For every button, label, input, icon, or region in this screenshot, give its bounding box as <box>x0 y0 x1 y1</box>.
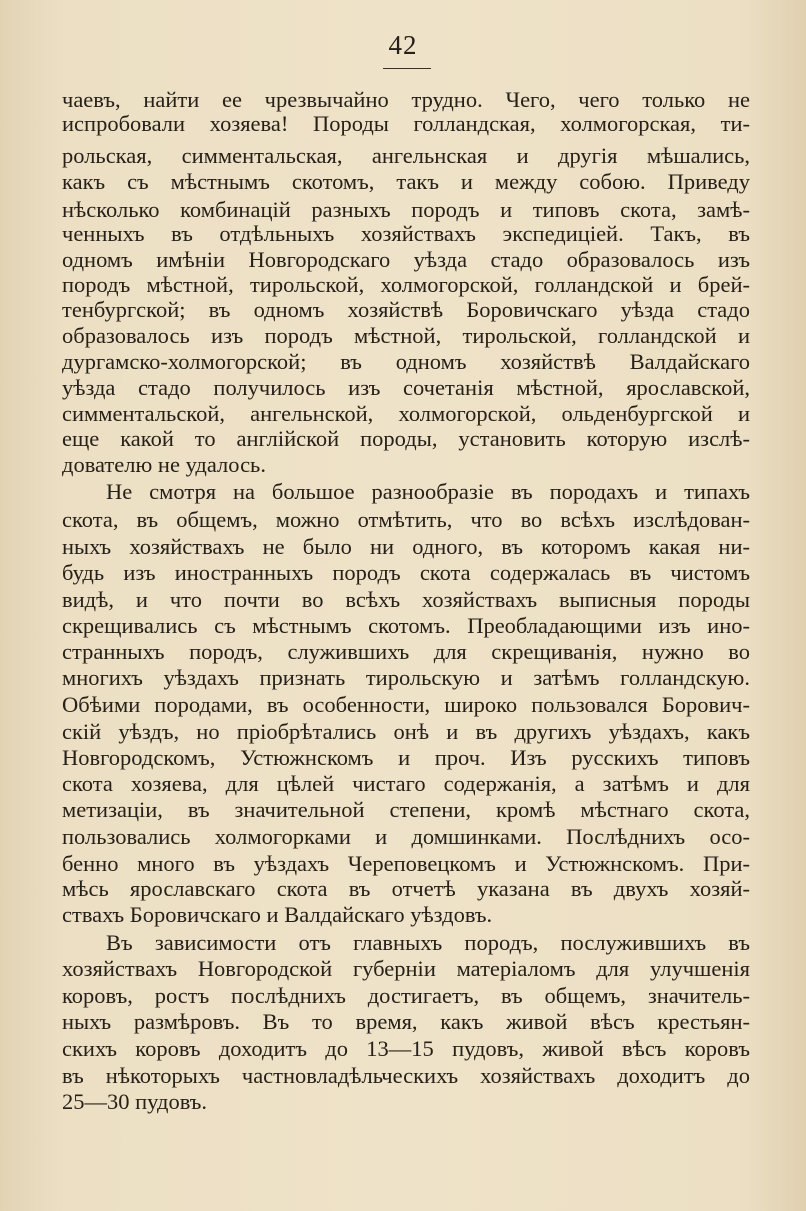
text-line: какъ съ мѣстнымъ скотомъ, такъ и между собою. Приведу <box>62 169 750 194</box>
text-line: метизаціи, въ значительной степени, кромѣ мѣстнаго скота, <box>62 797 750 822</box>
text-line: скрещивались съ мѣстнымъ скотомъ. Преобладающими изъ ино- <box>62 613 750 638</box>
text-line: хозяйствахъ Новгородской губерніи матеріаломъ для улучшенія <box>62 956 750 981</box>
text-line: ченныхъ въ отдѣльныхъ хозяйствахъ экспедиціей. Такъ, въ <box>62 221 750 246</box>
text-line: Новгородскомъ, Устюжнскомъ и проч. Изъ русскихъ типовъ <box>62 745 750 770</box>
text-line: Въ зависимости отъ главныхъ породъ, послужившихъ въ <box>106 930 750 955</box>
text-line: странныхъ породъ, служившихъ для скрещиванія, нужно во <box>62 639 750 664</box>
text-line: рольская, симментальская, ангельнская и другія мѣшались, <box>62 143 750 168</box>
text-line: въ нѣкоторыхъ частновладѣльческихъ хозяйствахъ доходитъ до <box>62 1063 750 1088</box>
text-line: еще какой то англійской породы, установить которую изслѣ- <box>62 426 750 451</box>
text-line: бенно много въ уѣздахъ Череповецкомъ и Устюжнскомъ. При- <box>62 851 750 876</box>
text-line: уѣзда стадо получилось изъ сочетанія мѣстной, ярославской, <box>62 375 750 400</box>
text-line: дователю не удалось. <box>62 452 266 477</box>
text-line: мѣсь ярославскаго скота въ отчетѣ указана въ двухъ хозяй- <box>62 876 750 901</box>
text-line: нѣсколько комбинацій разныхъ породъ и типовъ скота, замѣ- <box>62 197 750 222</box>
text-line: ныхъ размѣровъ. Въ то время, какъ живой вѣсъ крестьян- <box>62 1009 750 1034</box>
text-line: скота, въ общемъ, можно отмѣтить, что во всѣхъ изслѣдован- <box>62 507 750 532</box>
text-line: испробовали хозяева! Породы голландская, холмогорская, ти- <box>62 111 750 136</box>
text-line: пользовались холмогорками и домшинками. Послѣднихъ осо- <box>62 824 750 849</box>
page-number: 42 <box>388 30 418 60</box>
text-line: дургамско-холмогорской; въ одномъ хозяйствѣ Валдайскаго <box>62 349 750 374</box>
text-line: чаевъ, найти ее чрезвычайно трудно. Чего, чего только не <box>62 87 750 112</box>
text-line: Не смотря на большое разнообразіе въ породахъ и типахъ <box>106 479 750 504</box>
text-line: скота хозяева, для цѣлей чистаго содержанія, а затѣмъ и для <box>62 771 750 796</box>
text-line: образовалось изъ породъ мѣстной, тирольской, голландской и <box>62 323 750 348</box>
text-line: будь изъ иностранныхъ породъ скота содержалась въ чистомъ <box>62 560 750 585</box>
text-line: 25—30 пудовъ. <box>62 1089 208 1114</box>
text-line: скій уѣздъ, но пріобрѣтались онѣ и въ другихъ уѣздахъ, какъ <box>62 719 750 744</box>
text-line: тенбургской; въ одномъ хозяйствѣ Боровичскаго уѣзда стадо <box>62 297 750 322</box>
text-line: симментальской, ангельнской, холмогорской, ольденбургской и <box>62 401 750 426</box>
text-line: одномъ имѣніи Новгородскаго уѣзда стадо образовалось изъ <box>62 247 750 272</box>
text-line: видѣ, и что почти во всѣхъ хозяйствахъ выписныя породы <box>62 587 750 612</box>
text-line: многихъ уѣздахъ признать тирольскую и затѣмъ голландскую. <box>62 665 750 690</box>
text-line: Обѣими породами, въ особенности, широко пользовался Борович- <box>62 692 750 717</box>
text-line: коровъ, ростъ послѣднихъ достигаетъ, въ общемъ, значитель- <box>62 983 750 1008</box>
text-line: скихъ коровъ доходитъ до 13—15 пудовъ, живой вѣсъ коровъ <box>62 1036 750 1061</box>
header-rule <box>383 68 431 69</box>
text-line: породъ мѣстной, тирольской, холмогорской, голландской и брей- <box>62 272 750 297</box>
text-line: ныхъ хозяйствахъ не было ни одного, въ которомъ какая ни- <box>62 534 750 559</box>
text-line: ствахъ Боровичскаго и Валдайскаго уѣздовъ. <box>62 902 493 927</box>
